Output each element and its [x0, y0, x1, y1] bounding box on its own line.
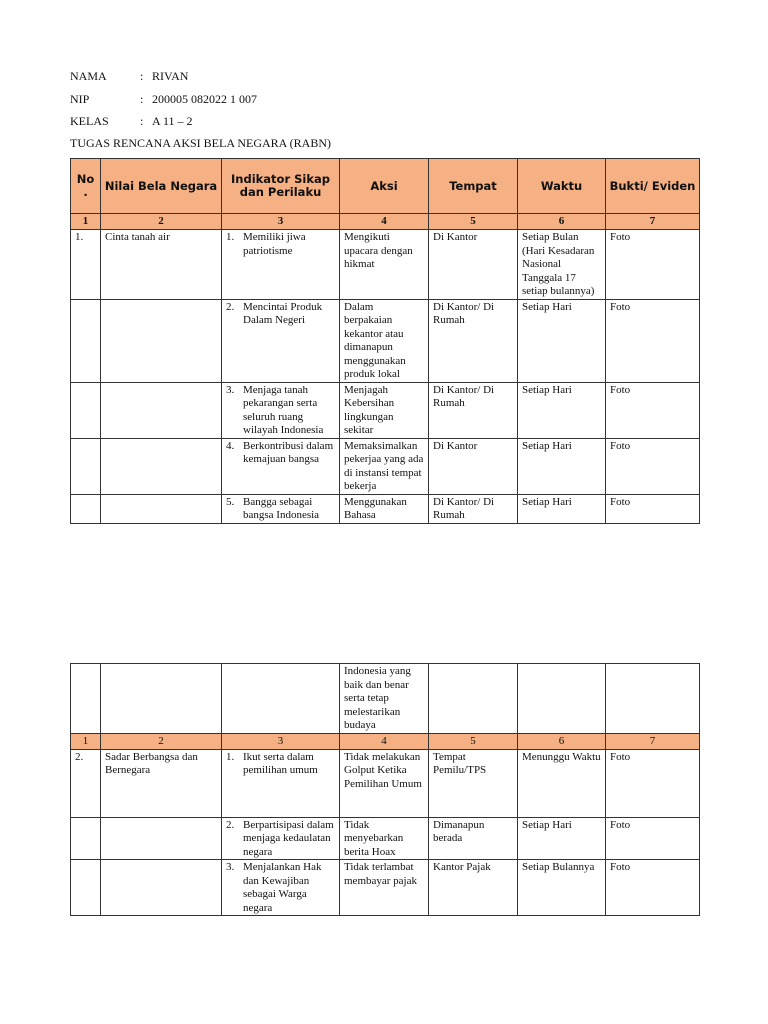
- cell-aksi: Dalam berpakaian kekantor atau dimanapun menggunakan produk lokal: [340, 299, 429, 382]
- table-row: [71, 817, 700, 860]
- continuation-row: [71, 664, 700, 734]
- cell-tempat: Kantor Pajak: [429, 860, 518, 916]
- nip-line: [70, 92, 257, 106]
- cell-no: [71, 382, 101, 438]
- cell-tempat: Dimanapun berada: [429, 817, 518, 860]
- kelas-line: [70, 114, 193, 128]
- col-header-nilai: Nilai Bela Negara: [101, 159, 222, 214]
- cell-waktu: Setiap Hari: [518, 817, 606, 860]
- cell-waktu: Menunggu Waktu: [518, 749, 606, 817]
- cell-indikator: [222, 382, 340, 438]
- col-number: 4: [340, 733, 429, 749]
- col-number: 2: [101, 214, 222, 230]
- table-row: [71, 494, 700, 523]
- cell-bukti: Foto: [606, 860, 700, 916]
- cell-waktu: [518, 664, 606, 734]
- table-row: [71, 749, 700, 817]
- indikator-text: Bangga sebagai bangsa Indonesia: [243, 495, 320, 521]
- col-number: 1: [71, 214, 101, 230]
- column-number-row: [71, 214, 700, 230]
- cell-aksi: Tidak menyebarkan berita Hoax: [340, 817, 429, 860]
- cell-waktu: Setiap Hari: [518, 299, 606, 382]
- cell-waktu: Setiap Hari: [518, 494, 606, 523]
- cell-waktu: Setiap Bulannya: [518, 860, 606, 916]
- cell-bukti: Foto: [606, 230, 700, 300]
- col-number: 6: [518, 214, 606, 230]
- cell-aksi: Tidak terlambat membayar pajak: [340, 860, 429, 916]
- cell-indikator: [222, 438, 340, 494]
- cell-tempat: Di Kantor/ Di Rumah: [429, 299, 518, 382]
- indikator-number: 3.: [226, 383, 235, 396]
- cell-nilai: Sadar Berbangsa dan Bernegara: [101, 749, 222, 817]
- cell-bukti: Foto: [606, 299, 700, 382]
- nama-line: [70, 69, 188, 83]
- rabn-table-page1: [70, 158, 700, 524]
- cell-tempat: Di Kantor/ Di Rumah: [429, 382, 518, 438]
- cell-no: [71, 860, 101, 916]
- cell-indikator: [222, 817, 340, 860]
- col-number: 5: [429, 733, 518, 749]
- col-header-no: No .: [71, 159, 101, 214]
- kelas-separator: :: [140, 114, 144, 128]
- cell-tempat: Di Kantor: [429, 230, 518, 300]
- cell-no: 1.: [71, 230, 101, 300]
- indikator-number: 2.: [226, 300, 235, 313]
- col-number: 2: [101, 733, 222, 749]
- nip-value: 200005 082022 1 007: [152, 92, 257, 106]
- cell-no: [71, 494, 101, 523]
- col-number: 1: [71, 733, 101, 749]
- cell-waktu: Setiap Hari: [518, 382, 606, 438]
- kelas-label: KELAS: [70, 114, 109, 128]
- col-number: 3: [222, 214, 340, 230]
- indikator-number: 5.: [226, 495, 235, 508]
- nama-separator: :: [140, 69, 144, 83]
- cell-aksi: Indonesia yang baik dan benar serta tetap melestarikan budaya: [340, 664, 429, 734]
- column-number-row: [71, 733, 700, 749]
- cell-nilai: [101, 664, 222, 734]
- cell-bukti: [606, 664, 700, 734]
- indikator-text: Berpartisipasi dalam menjaga kedaulatan negara: [243, 818, 334, 858]
- cell-no: [71, 817, 101, 860]
- cell-aksi: Menggunakan Bahasa: [340, 494, 429, 523]
- nip-separator: :: [140, 92, 144, 106]
- cell-waktu: Setiap Bulan (Hari Kesadaran Nasional Tanggala 17 setiap bulannya): [518, 230, 606, 300]
- cell-waktu: Setiap Hari: [518, 438, 606, 494]
- cell-bukti: Foto: [606, 382, 700, 438]
- document-title: TUGAS RENCANA AKSI BELA NEGARA (RABN): [70, 136, 332, 150]
- cell-indikator: [222, 749, 340, 817]
- cell-no: 2.: [71, 749, 101, 817]
- col-number: 6: [518, 733, 606, 749]
- indikator-text: Mencintai Produk Dalam Negeri: [243, 300, 323, 326]
- cell-nilai: [101, 494, 222, 523]
- cell-aksi: Memaksimalkan pekerjaa yang ada di instansi tempat bekerja: [340, 438, 429, 494]
- cell-indikator: [222, 860, 340, 916]
- table-row: [71, 860, 700, 916]
- col-header-tempat: Tempat: [429, 159, 518, 214]
- col-number: 7: [606, 214, 700, 230]
- cell-nilai: [101, 299, 222, 382]
- indikator-text: Berkontribusi dalam kemajuan bangsa: [243, 439, 334, 465]
- table-row: [71, 438, 700, 494]
- cell-tempat: [429, 664, 518, 734]
- table-row: [71, 230, 700, 300]
- cell-aksi: Menjagah Kebersihan lingkungan sekitar: [340, 382, 429, 438]
- nama-value: RIVAN: [152, 69, 189, 83]
- col-number: 5: [429, 214, 518, 230]
- cell-aksi: Mengikuti upacara dengan hikmat: [340, 230, 429, 300]
- col-number: 3: [222, 733, 340, 749]
- col-header-waktu: Waktu: [518, 159, 606, 214]
- cell-bukti: Foto: [606, 817, 700, 860]
- cell-no: [71, 438, 101, 494]
- cell-nilai: [101, 860, 222, 916]
- indikator-number: 1.: [226, 750, 235, 763]
- kelas-value: A 11 – 2: [152, 114, 193, 128]
- cell-aksi: Tidak melakukan Golput Ketika Pemilihan Umum: [340, 749, 429, 817]
- cell-indikator: [222, 494, 340, 523]
- cell-no: [71, 299, 101, 382]
- indikator-text: Menjalankan Hak dan Kewajiban sebagai Warga negara: [243, 861, 322, 914]
- indikator-text: Ikut serta dalam pemilihan umum: [243, 750, 318, 776]
- nip-label: NIP: [70, 92, 90, 106]
- indikator-number: 4.: [226, 439, 235, 452]
- cell-nilai: [101, 817, 222, 860]
- cell-bukti: Foto: [606, 438, 700, 494]
- table-row: [71, 382, 700, 438]
- indikator-text: Menjaga tanah pekarangan serta seluruh ruang wilayah Indonesia: [243, 383, 324, 436]
- indikator-number: 3.: [226, 861, 235, 873]
- col-header-indikator: Indikator Sikap dan Perilaku: [222, 159, 340, 214]
- indikator-number: 1.: [226, 231, 235, 243]
- rabn-table-page2: [70, 663, 700, 916]
- header-row: [71, 159, 700, 214]
- col-header-aksi: Aksi: [340, 159, 429, 214]
- indikator-text: Memiliki jiwa patriotisme: [243, 231, 306, 257]
- cell-indikator: [222, 230, 340, 300]
- cell-bukti: Foto: [606, 749, 700, 817]
- cell-tempat: Di Kantor/ Di Rumah: [429, 494, 518, 523]
- col-number: 4: [340, 214, 429, 230]
- cell-nilai: [101, 438, 222, 494]
- cell-indikator: [222, 299, 340, 382]
- col-header-bukti: Bukti/ Eviden: [606, 159, 700, 214]
- nama-label: NAMA: [70, 69, 107, 83]
- col-number: 7: [606, 733, 700, 749]
- cell-bukti: Foto: [606, 494, 700, 523]
- indikator-number: 2.: [226, 818, 235, 831]
- table-row: [71, 299, 700, 382]
- cell-indikator: [222, 664, 340, 734]
- cell-no: [71, 664, 101, 734]
- cell-nilai: [101, 382, 222, 438]
- cell-tempat: Tempat Pemilu/TPS: [429, 749, 518, 817]
- cell-nilai: Cinta tanah air: [101, 230, 222, 300]
- cell-tempat: Di Kantor: [429, 438, 518, 494]
